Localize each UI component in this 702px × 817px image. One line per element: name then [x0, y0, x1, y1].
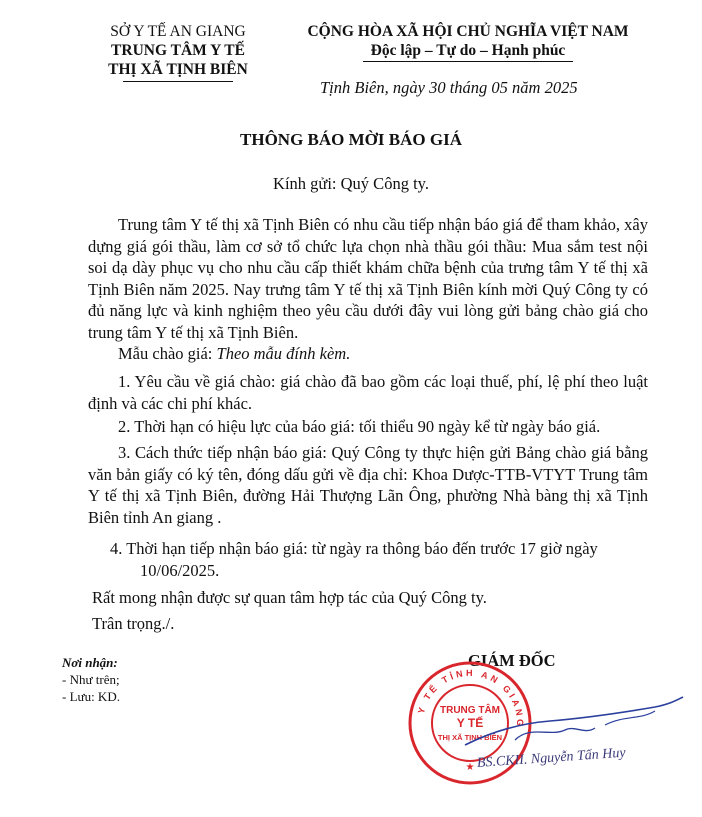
stamp-line: TRUNG TÂM — [440, 705, 500, 716]
national-header — [278, 22, 658, 62]
list-item — [110, 538, 650, 581]
list-item: 3. Cách thức tiếp nhận báo giá: Quý Công ty thực hiện gửi Bảng chào giá bằng văn bản giấy có ký tên, đóng dấu gửi về địa chỉ: Khoa Dược-TTB-VTYT Trung tâm Y tế thị xã Tịnh Biên, đường Hải Thượng Lãn Ông, phường Nhà bàng thị xã Tịnh Biên tỉnh An giang . — [88, 443, 648, 527]
recipient-item: - Như trên; — [62, 672, 120, 687]
intro-paragraph: Trung tâm Y tế thị xã Tịnh Biên có nhu cầu tiếp nhận báo giá để tham khảo, xây dựng giá gói thầu, làm cơ sở tổ chức lựa chọn nhà thầu gói thầu: Mua sắm test nội soi dạ dày phục vụ cho nhu cầu cấp thiết khám chữa bệnh của trưng tâm Y tế thị xã Tịnh Biên năm 2025. Nay trưng tâm Y tế thị xã Tịnh Biên kính mời Quý Công ty có đủ năng lực và kinh nghiệm theo yêu cầu dưới đây vui lòng gửi bảng chào giá cho trung tâm Y tế thị xã Tịnh Biên. — [88, 215, 648, 342]
stamp-ring-text: Y TẾ TỈNH AN GIANG — [415, 667, 526, 730]
greeting: Kính gửi: Quý Công ty. — [273, 174, 429, 193]
signer-role: GIÁM ĐỐC — [468, 651, 556, 670]
list-item: 1. Yêu cầu về giá chào: giá chào đã bao gồm các loại thuế, phí, lệ phí theo luật định và các chi phí khác. — [88, 372, 648, 413]
national-motto: Độc lập – Tự do – Hạnh phúc — [370, 42, 566, 59]
document-date: Tịnh Biên, ngày 30 tháng 05 năm 2025 — [320, 78, 578, 97]
signer-name: BS.CKII. Nguyễn Tấn Huy — [476, 745, 627, 771]
template-value: Theo mẫu đính kèm. — [216, 344, 351, 363]
recipient-item: - Lưu: KD. — [62, 689, 120, 704]
closing-line: Rất mong nhận được sự quan tâm hợp tác của Quý Công ty. — [92, 588, 487, 607]
template-line — [88, 343, 648, 365]
list-item: 2. Thời hạn có hiệu lực của báo giá: tối thiểu 90 ngày kể từ ngày báo giá. — [118, 417, 601, 436]
recipients-block — [62, 654, 120, 705]
stamp-line: THỊ XÃ TỊNH BIÊN — [437, 733, 503, 742]
national-title: CỘNG HÒA XÃ HỘI CHỦ NGHĨA VIỆT NAM — [307, 23, 629, 40]
recipients-title: Nơi nhận: — [62, 655, 118, 670]
issuer-department: SỞ Y TẾ AN GIANG — [110, 23, 246, 40]
list-item-text: 4. Thời hạn tiếp nhận báo giá: từ ngày ra thông báo đến trước 17 giờ ngày 10/06/2025. — [110, 539, 598, 580]
issuer-block — [78, 22, 278, 82]
issuer-underline — [123, 81, 233, 82]
closing-regards: Trân trọng./. — [92, 614, 175, 633]
issuer-town: THỊ XÃ TỊNH BIÊN — [108, 61, 248, 78]
template-label: Mẫu chào giá: — [118, 344, 217, 363]
stamp-line: Y TẾ — [456, 716, 484, 730]
motto-underline — [363, 61, 573, 62]
stamp-star-icon: ★ — [465, 762, 475, 773]
document-title: THÔNG BÁO MỜI BÁO GIÁ — [240, 130, 462, 149]
issuer-center: TRUNG TÂM Y TẾ — [111, 42, 245, 59]
